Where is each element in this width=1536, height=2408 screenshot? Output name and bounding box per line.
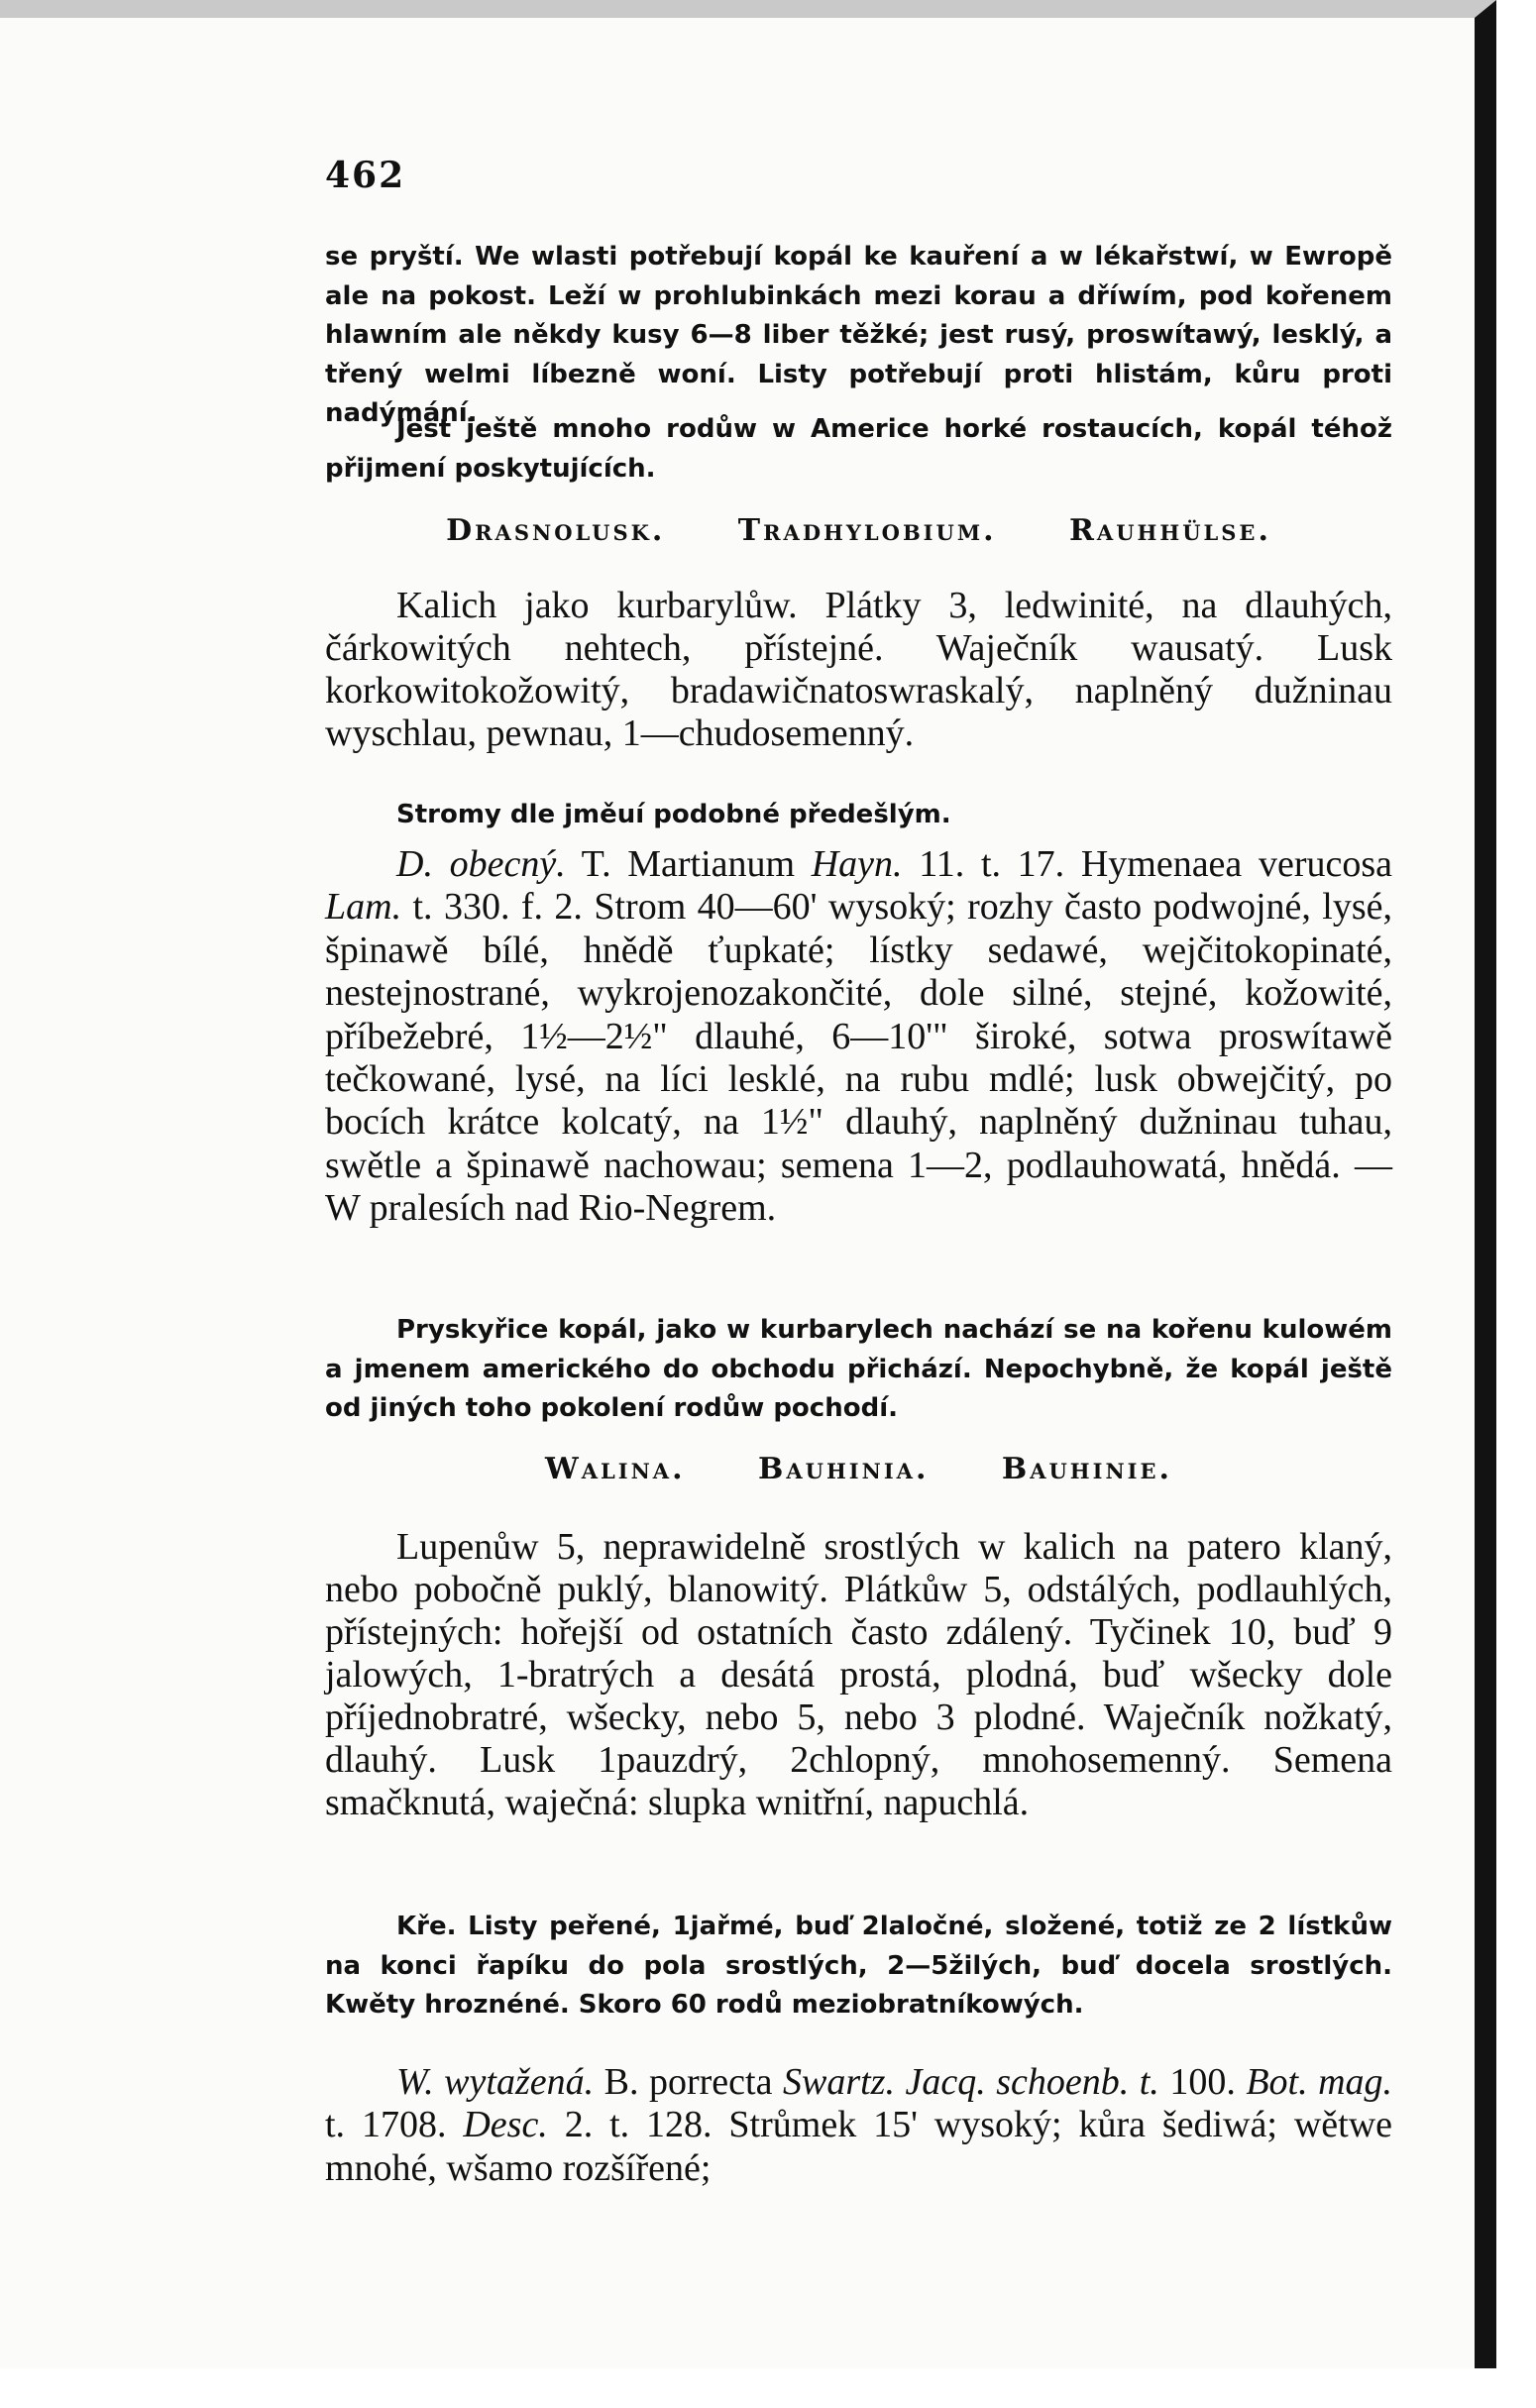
genus-description-walina: Lupenůw 5, neprawidelně srostlých w kalich na patero klaný, nebo pobočně puklý, blanowitý. Plátkůw 5, odstálých, podlauhlých, přístejných: hořejší od ostatních často zdálený. Tyčinek 10, buď 9 jalowých, 1-bratrých a desátá prostá, plodná, buď wšecky dole příjednobratré, wšecky, nebo 5, nebo 3 plodné. Waječník nožkatý, dlauhý. Lusk 1pauzdrý, 2chlopný, mnohosemenný. Semena smačknutá, waječná: slupka wnitřní, napuchlá. — [325, 1526, 1392, 1823]
species-name: D. obecný. — [396, 843, 566, 885]
heading-german: Rauhhülse. — [1068, 513, 1271, 548]
species-note-kopal: Pryskyřice kopál, jako w kurbarylech nachází se na kořenu kulowém a jmenem amerického do obchodu přichází. Nepochybně, že kopál ještě od jiných toho pokolení rodůw pochodí. — [325, 1315, 1392, 1423]
heading-latin: Bauhinia. — [758, 1452, 930, 1486]
species-name: W. wytažená. — [396, 2061, 595, 2103]
intro-paragraph-1: se pryští. We wlasti potřebují kopál ke kauření a w lékařstwí, w Ewropě ale na pokost. Leží w prohlubinkách mezi korau a dříwím, pod kořenem hlawním ale někdy kusy 6—8 liber těžké; jest rusý, proswítawý, lesklý, a třený welmi líbezně woní. Listy potřebují proti hlistám, kůru proti nadýmání. — [325, 242, 1392, 428]
genus-description-drasnolusk: Kalich jako kurbarylůw. Plátky 3, ledwinité, na dlauhých, čárkowitých nehtech, přístejné. Waječník wausatý. Lusk korkowitokožowitý, bradawičnatoswraskalý, naplněný dužninau wyschlau, pewnau, 1—chudosemenný. — [325, 585, 1392, 754]
genus-note-walina: Kře. Listy peřené, 1jařmé, buď 2laločné, složené, totiž ze 2 lístkůw na konci řapíku do pola srostlých, 2—5žilých, buď docela srostlých. Kwěty hroznéné. Skoro 60 rodů meziobratníkowých. — [325, 1912, 1392, 2020]
intro-paragraph-2: Jest ještě mnoho rodůw w Americe horké rostaucích, kopál téhož přijmení poskytujících. — [325, 414, 1392, 484]
genus-heading-drasnolusk — [325, 513, 1392, 548]
page-number: 462 — [325, 155, 406, 196]
heading-german: Bauhinie. — [1001, 1452, 1172, 1486]
species-entry-wytazena: W. wytažená. B. porrecta Swartz. Jacq. schoenb. t. 100. Bot. mag. t. 1708. Desc. 2. t. 128. Strůmek 15' wysoký; kůra šediwá; wětwe mnohé, wšamo rozšířené; — [325, 2061, 1393, 2189]
genus-note-drasnolusk: Stromy dle jměuí podobné předešlým. — [396, 800, 951, 829]
species-entry-obecny: D. obecný. T. Martianum Hayn. 11. t. 17. Hymenaea verucosa Lam. t. 330. f. 2. Strom 40—60' wysoký; rozhy často podwojné, lysé, špinawě bílé, hnědě ťupkaté; lístky sedawé, wejčitokopinaté, nestejnostrané, wykrojenozakončité, dole silné, stejné, kožowité, příbežebré, 1½—2½" dlauhé, 6—10'" široké, sotwa proswítawě tečkowané, lysé, na líci lesklé, na rubu mdlé; lusk obwejčitý, po bocích krátce kolcatý, na 1½" dlauhý, naplněný dužninau tuhau, swětle a špinawě nachowau; semena 1—2, podlauhowatá, hnědá. — W pralesích nad Rio-Negrem. — [325, 843, 1393, 1230]
heading-czech: Walina. — [545, 1452, 686, 1486]
genus-heading-walina — [325, 1452, 1392, 1486]
heading-latin: Tradhylobium. — [737, 513, 997, 548]
heading-czech: Drasnolusk. — [446, 513, 666, 548]
